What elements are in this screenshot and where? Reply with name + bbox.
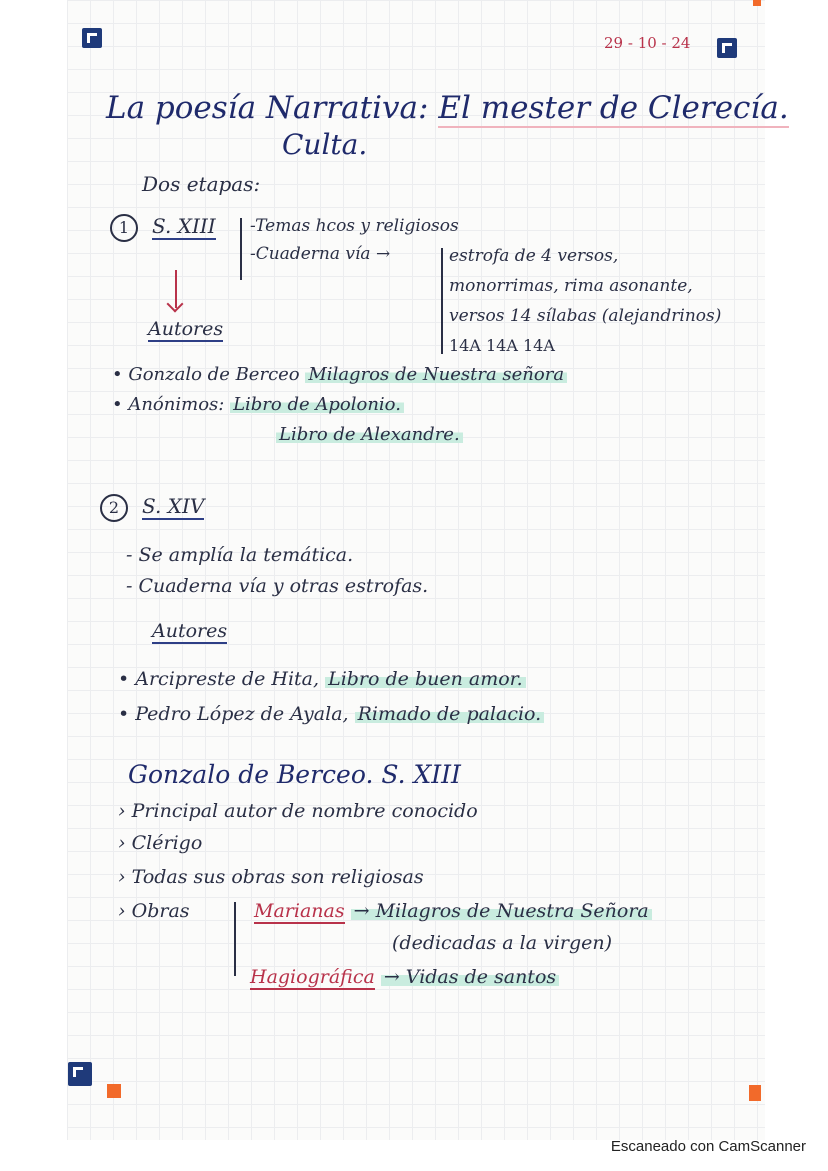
cuaderna-line: 14A 14A 14A bbox=[449, 336, 555, 355]
obra-note: (dedicadas a la virgen) bbox=[392, 932, 613, 954]
date: 29 - 10 - 24 bbox=[604, 34, 691, 52]
orange-marker-icon bbox=[107, 1084, 121, 1098]
autores-label: Autores bbox=[152, 620, 228, 642]
obra-item: Hagiográfica → Vidas de santos bbox=[250, 966, 559, 988]
berceo-point: › Todas sus obras son religiosas bbox=[118, 866, 424, 888]
stage2-heading: 2 S. XIV bbox=[100, 494, 204, 522]
page-title: La poesía Narrativa: El mester de Clerecía. bbox=[106, 90, 789, 126]
scanner-watermark: Escaneado con CamScanner bbox=[610, 1138, 806, 1155]
stage1-point: -Temas hcos y religiosos bbox=[250, 216, 459, 236]
berceo-point: › Principal autor de nombre conocido bbox=[118, 800, 478, 822]
berceo-point: › Clérigo bbox=[118, 832, 203, 854]
cuaderna-line: estrofa de 4 versos, bbox=[449, 246, 619, 266]
cuaderna-line: versos 14 sílabas (alejandrinos) bbox=[449, 306, 722, 326]
author-item: • Gonzalo de Berceo Milagros de Nuestra señora bbox=[112, 364, 567, 385]
autores-label: Autores bbox=[148, 318, 224, 340]
brace bbox=[441, 248, 443, 354]
stage1-heading: 1 S. XIII bbox=[110, 214, 216, 242]
orange-marker-icon bbox=[753, 0, 761, 6]
brace bbox=[240, 218, 242, 280]
berceo-point: › Obras bbox=[118, 900, 190, 922]
author-item: • Anónimos: Libro de Apolonio. bbox=[112, 394, 404, 415]
author-item: Libro de Alexandre. bbox=[276, 424, 463, 445]
author-item: • Pedro López de Ayala, Rimado de palacio. bbox=[118, 703, 544, 725]
stage2-point: - Cuaderna vía y otras estrofas. bbox=[126, 575, 429, 597]
corner-marker-icon bbox=[68, 1062, 92, 1086]
stage1-point: -Cuaderna vía → bbox=[250, 244, 391, 264]
corner-marker-icon bbox=[82, 28, 102, 48]
intro-text: Dos etapas: bbox=[142, 172, 261, 196]
stage2-point: - Se amplía la temática. bbox=[126, 544, 354, 566]
brace bbox=[234, 902, 236, 976]
arrow-down-icon bbox=[175, 270, 177, 308]
author-item: • Arcipreste de Hita, Libro de buen amor. bbox=[118, 668, 526, 690]
berceo-heading: Gonzalo de Berceo. S. XIII bbox=[128, 760, 461, 789]
orange-marker-icon bbox=[749, 1085, 761, 1101]
obra-item: Marianas → Milagros de Nuestra Señora bbox=[254, 900, 652, 922]
corner-marker-icon bbox=[717, 38, 737, 58]
page-title-line2: Culta. bbox=[282, 128, 368, 161]
cuaderna-line: monorrimas, rima asonante, bbox=[449, 276, 693, 296]
